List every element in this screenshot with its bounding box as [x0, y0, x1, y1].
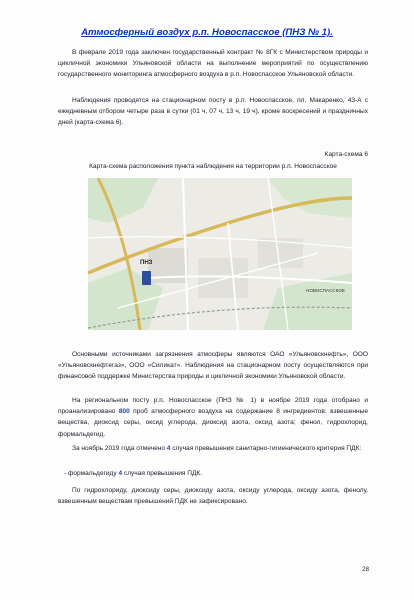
paragraph-contract: В феврале 2019 года заключен государственный контракт № 8ГК с Министерством природы и цикличной экономики Ульяновской области на выполнение мероприятий по осуществлению государственного мониторинга атмосферного воздуха в р.п. Новоспасское Ульяновской области. — [58, 49, 368, 79]
paragraph-samples — [58, 395, 368, 440]
samples-text-start: На региональном посту р.п. Новоспасское (ПНЗ № 1) в ноябре 2019 года отобрано и проанализировано — [58, 397, 368, 416]
samples-count: 800 — [118, 408, 130, 416]
bullet-text-start: - формальдегиду — [64, 470, 119, 477]
location-map — [88, 178, 352, 330]
section-title: Атмосферный воздух р.п. Новоспасское (ПНЗ № 1). — [81, 27, 333, 38]
exceedances-count: 4 — [166, 445, 171, 452]
map-caption: Карта-схема расположения пункта наблюдения на территории р.п. Новоспасское — [89, 163, 337, 170]
paragraph-sources: Основными источниками загрязнения атмосферы являются ОАО «Ульяновскнефть», ООО «Ульяновскнефтегаз», ООО «Силикат». Наблюдения на стационарном посту осуществляются при финансовой поддержке Министерства природы и цикличной экономики Ульяновской области. — [58, 351, 368, 381]
paragraph-no-exceedances: По гидрохлориду, диоксиду серы, диоксиду азота, оксиду углерода, оксиду азота, фенолу, взвешенным веществам превышений ПДК не зафиксировано. — [58, 487, 368, 506]
paragraph-observations: Наблюдения проводятся на стационарном посту в р.п. Новоспасское, пл. Макаренко, 43-А с ежедневным отбором четыре раза в сутки (01 ч, 07 ч, 13 ч, 19 ч), кроме воскресений и праздничных дней (карта-схема 6). — [58, 97, 368, 127]
map-label: Карта-схема 6 — [324, 151, 368, 158]
samples-text-end: проб атмосферного воздуха на содержание 8 ингредиентов: взвешенные вещества, диоксид серы, оксид углерода, диоксид азота, оксид азота; фенол, гидрохлорид, формальдегид. — [58, 408, 369, 438]
bullet-formaldehyde — [64, 470, 202, 477]
page-number: 28 — [362, 566, 369, 573]
exceedances-text-start: За ноябрь 2019 года отмечено — [72, 445, 167, 452]
town-label: НОВОСПАССКОЕ — [306, 288, 345, 293]
station-marker — [142, 271, 151, 285]
pnz-label: ПНЗ — [140, 260, 153, 266]
paragraph-exceedances — [58, 443, 368, 454]
bullet-text-end: случая превышения ПДК. — [122, 470, 203, 477]
map-graphic — [88, 178, 352, 330]
formaldehyde-count: 4 — [118, 470, 123, 477]
exceedances-text-end: случая превышения санитарно-гигиенического критерия ПДК: — [170, 445, 362, 452]
